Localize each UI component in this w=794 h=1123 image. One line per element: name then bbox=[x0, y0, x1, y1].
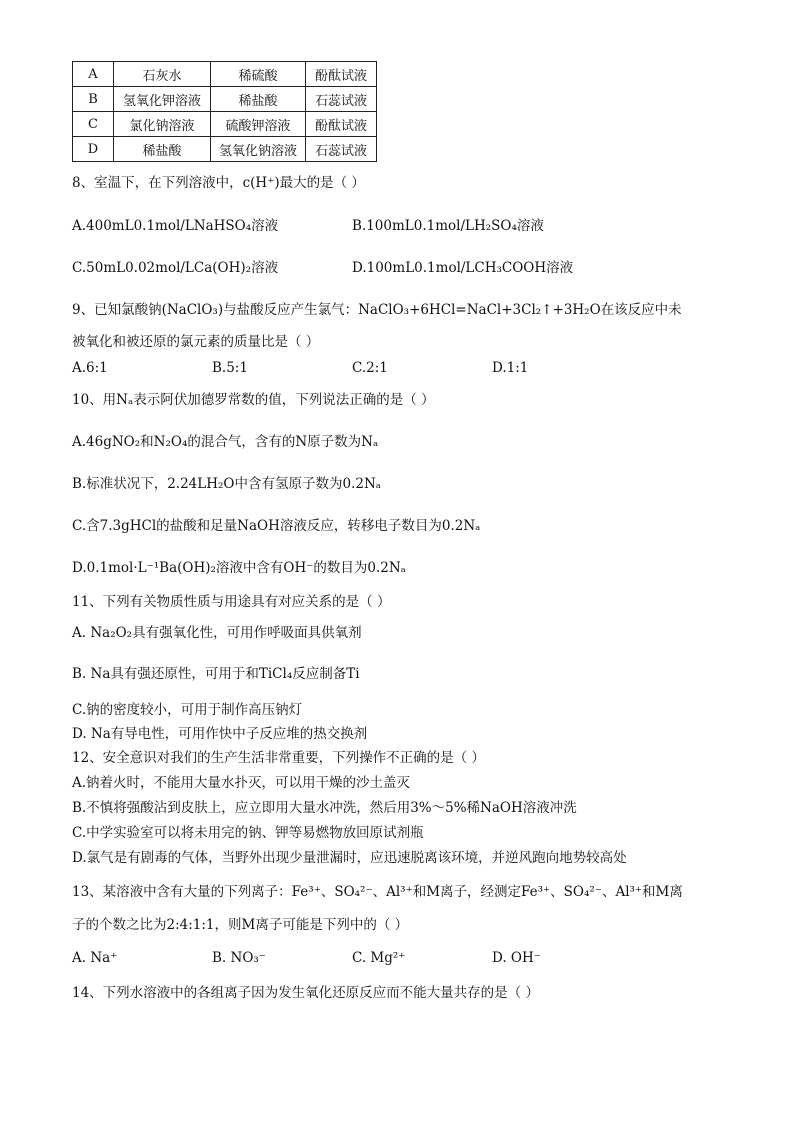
question-12-option-c: C.中学实验室可以将未用完的钠、钾等易燃物放回原试剂瓶 bbox=[72, 825, 424, 841]
question-10-option-d: D.0.1mol·L⁻¹Ba(OH)₂溶液中含有OH⁻的数目为0.2Nₐ bbox=[72, 560, 406, 576]
question-11-option-a: A. Na₂O₂具有强氧化性，可用作呼吸面具供氧剂 bbox=[72, 625, 362, 641]
question-12-option-d: D.氯气是有剧毒的气体，当野外出现少量泄漏时，应迅速脱离该环境，并逆风跑向地势较高处 bbox=[72, 850, 627, 866]
question-13-stem-line-1: 13、某溶液中含有大量的下列离子：Fe³⁺、SO₄²⁻、Al³⁺和M离子，经测定Fe³⁺、SO₄²⁻、Al³⁺和M离 bbox=[72, 884, 683, 900]
question-13-stem-line-2: 子的个数之比为2:4:1:1，则M离子可能是下列中的（ ） bbox=[72, 917, 409, 933]
question-14-stem: 14、下列水溶液中的各组离子因为发生氧化还原反应而不能大量共存的是（ ） bbox=[72, 985, 539, 1001]
question-10-stem: 10、用Nₐ表示阿伏加德罗常数的值，下列说法正确的是（ ） bbox=[72, 392, 435, 408]
table-cell: B bbox=[73, 87, 114, 112]
table-cell: A bbox=[73, 62, 114, 87]
question-9-stem-line-2: 被氧化和被还原的氯元素的质量比是（ ） bbox=[72, 334, 320, 350]
question-8-option-a: A.400mL0.1mol/LNaHSO₄溶液 bbox=[72, 218, 279, 234]
question-11-stem: 11、下列有关物质性质与用途具有对应关系的是（ ） bbox=[72, 594, 391, 610]
table-row bbox=[73, 87, 377, 112]
table-row bbox=[73, 112, 377, 137]
question-8-option-d: D.100mL0.1mol/LCH₃COOH溶液 bbox=[352, 260, 574, 276]
question-11-option-c: C.钠的密度较小，可用于制作高压钠灯 bbox=[72, 702, 303, 718]
table-row bbox=[73, 62, 377, 87]
question-11-option-d: D. Na有导电性，可用作快中子反应堆的热交换剂 bbox=[72, 726, 368, 742]
question-11-option-b: B. Na具有强还原性，可用于和TiCl₄反应制备Ti bbox=[72, 666, 360, 682]
question-8-stem: 8、室温下，在下列溶液中，c(H⁺)最大的是（ ） bbox=[72, 175, 365, 191]
question-12-option-a: A.钠着火时，不能用大量水扑灭，可以用干燥的沙土盖灭 bbox=[72, 775, 411, 791]
question-13-option-a: A. Na⁺ bbox=[72, 950, 118, 966]
table-row bbox=[73, 137, 377, 162]
table-cell: 酚酞试液 bbox=[306, 112, 377, 137]
question-12-option-b: B.不慎将强酸沾到皮肤上，应立即用大量水冲洗，然后用3%～5%稀NaOH溶液冲洗 bbox=[72, 800, 577, 816]
question-13-option-c: C. Mg²⁺ bbox=[352, 950, 406, 966]
table-cell: 石蕊试液 bbox=[306, 87, 377, 112]
table-cell: 稀盐酸 bbox=[211, 87, 306, 112]
question-10-option-b: B.标准状况下，2.24LH₂O中含有氢原子数为0.2Nₐ bbox=[72, 476, 381, 492]
question-13-option-d: D. OH⁻ bbox=[492, 950, 541, 966]
question-10-option-c: C.含7.3gHCl的盐酸和足量NaOH溶液反应，转移电子数目为0.2Nₐ bbox=[72, 518, 481, 534]
table-cell: 稀盐酸 bbox=[114, 137, 211, 162]
table-cell: 石蕊试液 bbox=[306, 137, 377, 162]
question-13-option-b: B. NO₃⁻ bbox=[212, 950, 266, 966]
question-10-option-a: A.46gNO₂和N₂O₄的混合气，含有的N原子数为Nₐ bbox=[72, 434, 379, 450]
table-cell: 硫酸钾溶液 bbox=[211, 112, 306, 137]
table-cell: 氯化钠溶液 bbox=[114, 112, 211, 137]
table-cell: D bbox=[73, 137, 114, 162]
options-table bbox=[72, 61, 377, 162]
question-12-stem: 12、安全意识对我们的生产生活非常重要，下列操作不正确的是（ ） bbox=[72, 750, 485, 766]
question-9-option-b: B.5:1 bbox=[212, 360, 248, 376]
table-cell: 石灰水 bbox=[114, 62, 211, 87]
question-9-stem-line-1: 9、已知氯酸钠(NaClO₃)与盐酸反应产生氯气：NaClO₃+6HCl=NaCl+3Cl₂↑+3H₂O在该反应中未 bbox=[72, 302, 682, 318]
table-cell: 氢氧化钾溶液 bbox=[114, 87, 211, 112]
question-8-option-c: C.50mL0.02mol/LCa(OH)₂溶液 bbox=[72, 260, 279, 276]
table-cell: 氢氧化钠溶液 bbox=[211, 137, 306, 162]
table-cell: C bbox=[73, 112, 114, 137]
question-9-option-d: D.1:1 bbox=[492, 360, 529, 376]
table-cell: 稀硫酸 bbox=[211, 62, 306, 87]
question-9-option-a: A.6:1 bbox=[72, 360, 108, 376]
question-8-option-b: B.100mL0.1mol/LH₂SO₄溶液 bbox=[352, 218, 544, 234]
question-9-option-c: C.2:1 bbox=[352, 360, 388, 376]
table-cell: 酚酞试液 bbox=[306, 62, 377, 87]
